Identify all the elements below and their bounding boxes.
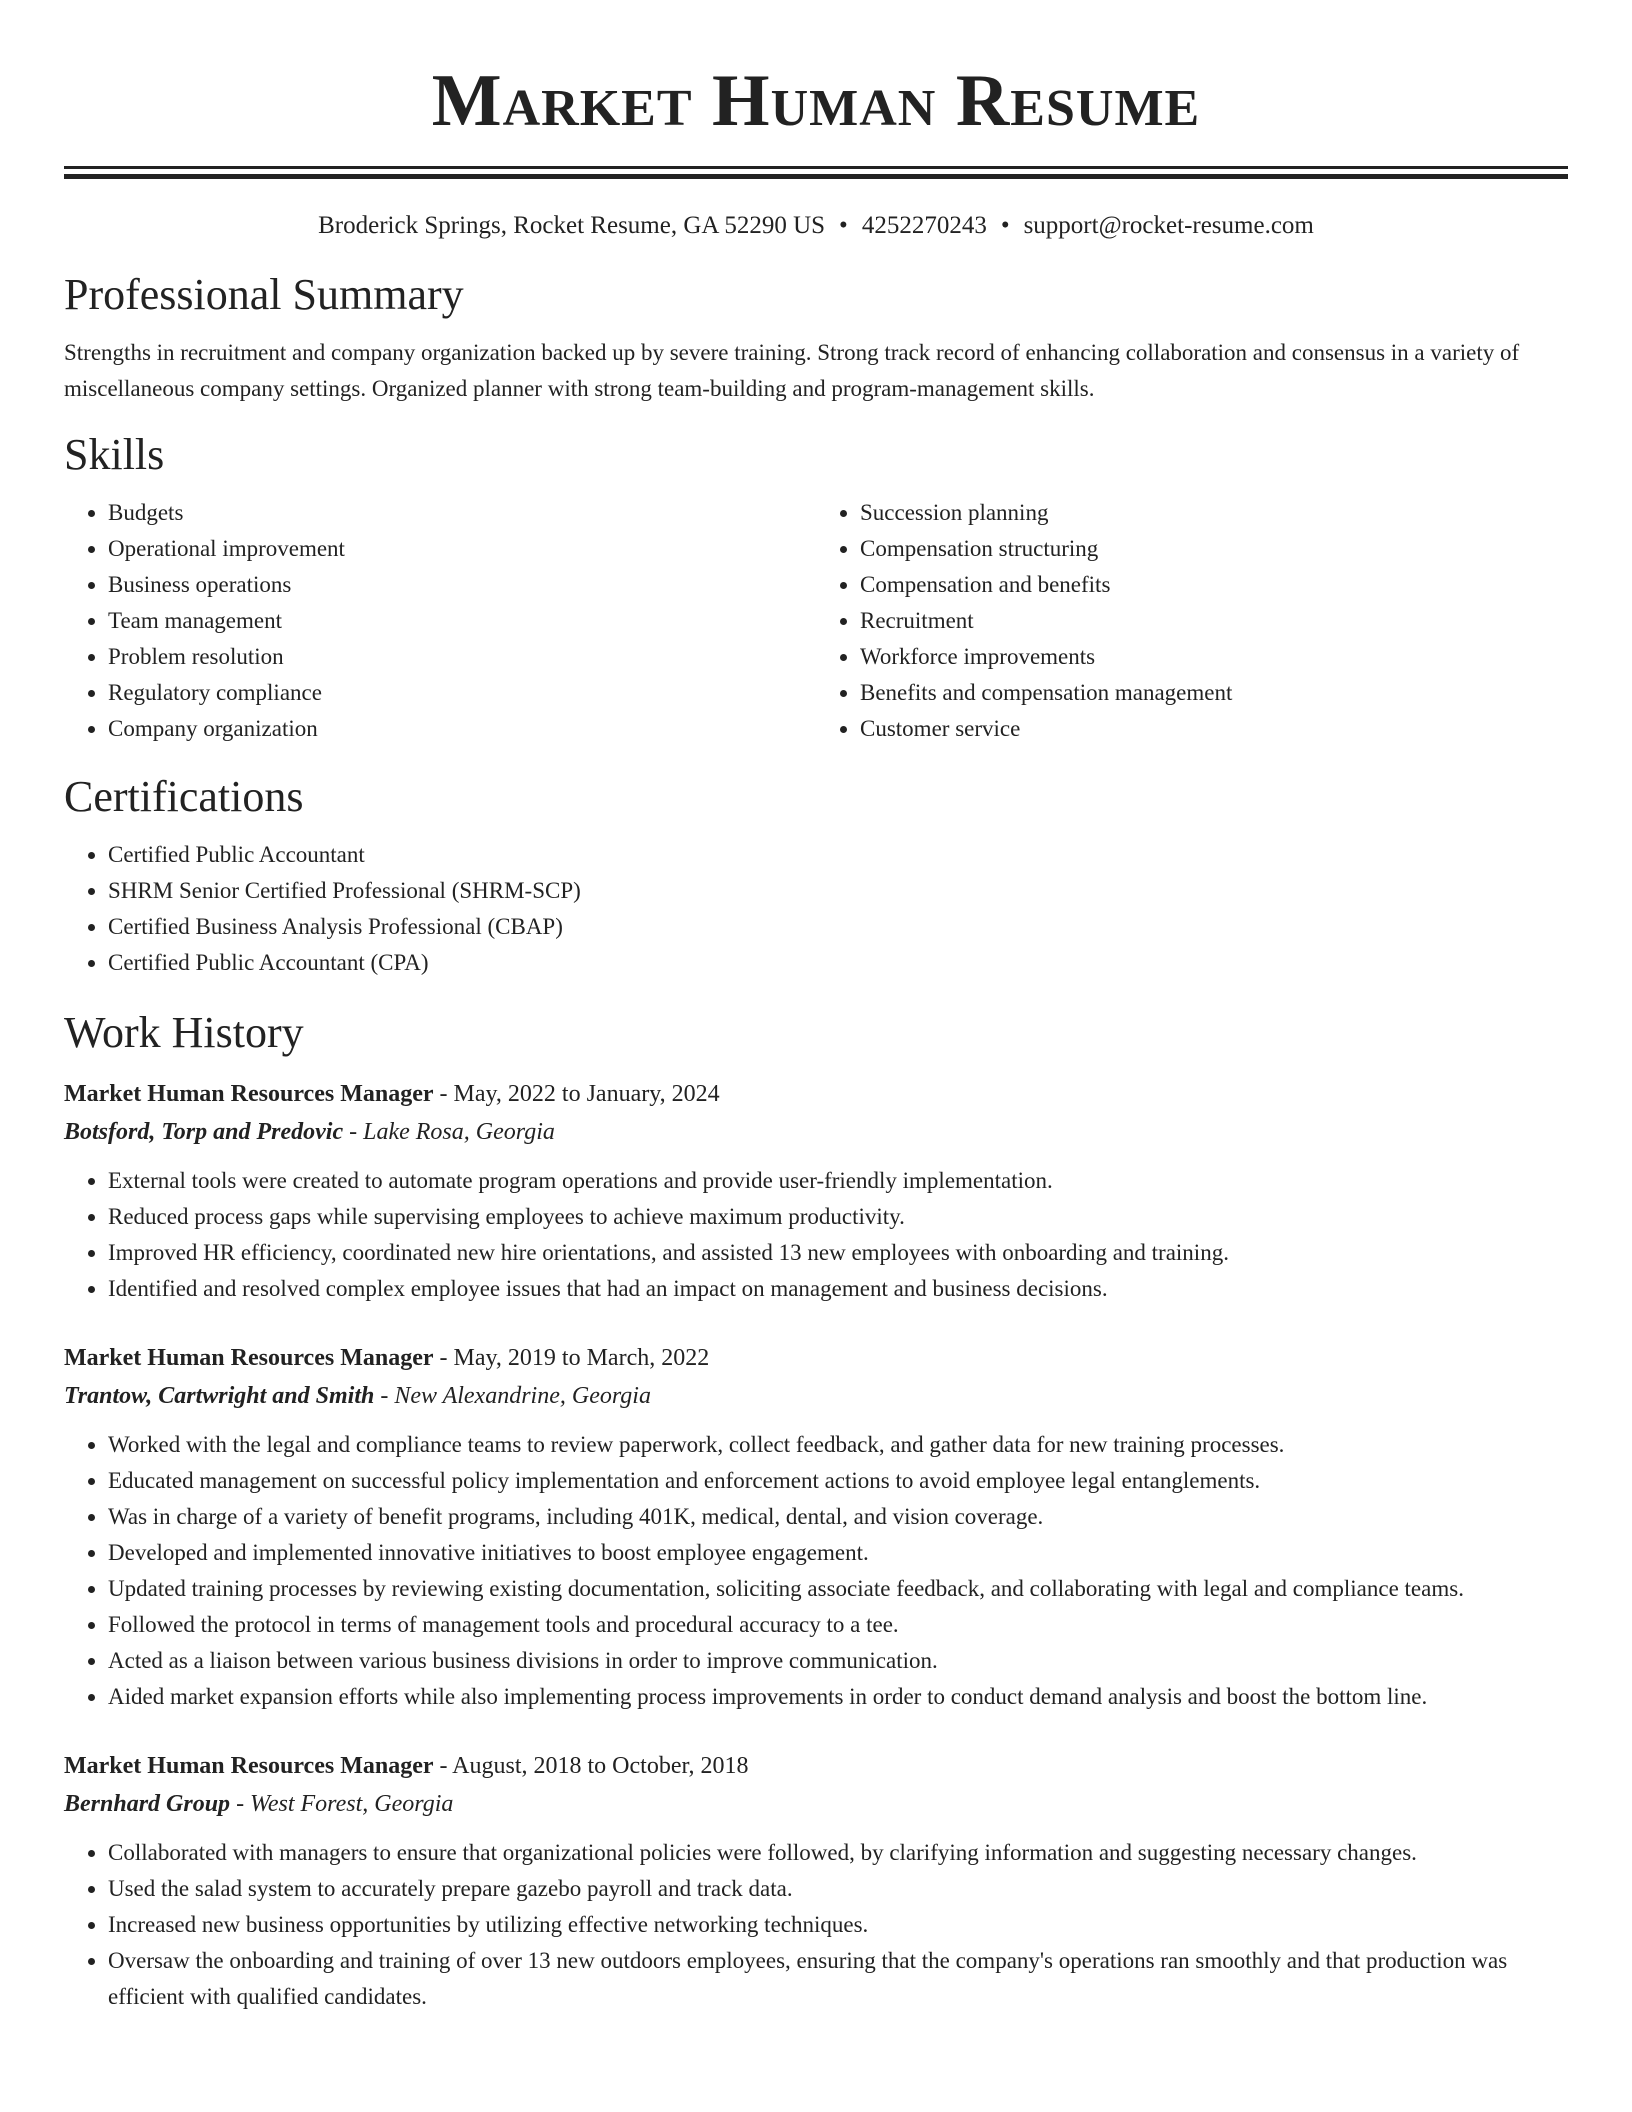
resume-name: Market Human Resume <box>431 60 1201 142</box>
job-location: - New Alexandrine, Georgia <box>374 1383 651 1409</box>
summary-text: Strengths in recruitment and company organization backed up by severe training. Strong track record of enhancing collaboration and consensus in a variety of miscellaneous company settings. Organized planner with strong team-building and program-management skills. <box>64 340 1520 401</box>
job-company-line <box>64 1377 1568 1415</box>
skills-columns <box>64 495 1568 747</box>
job-bullets <box>64 1427 1568 1715</box>
job-entry <box>64 1339 1568 1715</box>
skill-item: • Regulatory compliance <box>108 675 816 711</box>
job-title: Market Human Resources Manager <box>64 1081 434 1107</box>
contact-phone: 4252270243 <box>861 212 987 239</box>
job-company: Bernhard Group <box>64 1791 231 1817</box>
contact-address: Broderick Springs, Rocket Resume, GA 52290 US <box>318 212 826 239</box>
job-bullet: • Increased new business opportunities by utilizing effective networking techniques. <box>108 1907 1568 1943</box>
skill-item: • Operational improvement <box>108 531 816 567</box>
job-bullet: • Identified and resolved complex employee issues that had an impact on management and business decisions. <box>108 1271 1568 1307</box>
skill-item: • Company organization <box>108 711 816 747</box>
job-bullet: • Oversaw the onboarding and training of over 13 new outdoors employees, ensuring that the company's operations ran smoothly and that production was efficient with qualified candidates. <box>108 1943 1568 2015</box>
job-bullet: • Updated training processes by reviewing existing documentation, soliciting associate feedback, and collaborating with legal and compliance teams. <box>108 1571 1568 1607</box>
job-bullets <box>64 1163 1568 1307</box>
job-title: Market Human Resources Manager <box>64 1753 434 1779</box>
skill-item: • Compensation and benefits <box>860 567 1568 603</box>
job-bullet: • External tools were created to automate program operations and provide user-friendly implementation. <box>108 1163 1568 1199</box>
contact-separator: • <box>1000 212 1010 239</box>
job-bullet: • Educated management on successful policy implementation and enforcement actions to avoid employee legal entanglements. <box>108 1463 1568 1499</box>
job-dates: - August, 2018 to October, 2018 <box>433 1753 749 1779</box>
skill-item: • Problem resolution <box>108 639 816 675</box>
skill-item: • Business operations <box>108 567 816 603</box>
section-heading-summary: Professional Summary <box>64 270 464 319</box>
certification-item: • SHRM Senior Certified Professional (SHRM-SCP) <box>108 873 1568 909</box>
certifications-list <box>64 837 1568 981</box>
job-bullet: • Aided market expansion efforts while also implementing process improvements in order to conduct demand analysis and boost the bottom line. <box>108 1679 1568 1715</box>
skills-list-left <box>64 495 816 747</box>
skill-item: • Budgets <box>108 495 816 531</box>
section-heading-certifications: Certifications <box>64 772 304 821</box>
certification-item: • Certified Business Analysis Professional (CBAP) <box>108 909 1568 945</box>
resume-page <box>64 0 1568 2015</box>
job-bullet: • Was in charge of a variety of benefit programs, including 401K, medical, dental, and vision coverage. <box>108 1499 1568 1535</box>
job-company: Botsford, Torp and Predovic <box>64 1119 344 1145</box>
job-bullet: • Collaborated with managers to ensure that organizational policies were followed, by clarifying information and suggesting necessary changes. <box>108 1835 1568 1871</box>
section-heading-work-history: Work History <box>64 1008 304 1057</box>
certification-item: • Certified Public Accountant <box>108 837 1568 873</box>
job-company-line <box>64 1113 1568 1151</box>
skill-item: • Workforce improvements <box>860 639 1568 675</box>
job-bullet: • Developed and implemented innovative initiatives to boost employee engagement. <box>108 1535 1568 1571</box>
job-entry <box>64 1747 1568 2015</box>
skill-item: • Benefits and compensation management <box>860 675 1568 711</box>
contact-email: support@rocket-resume.com <box>1023 212 1314 239</box>
skill-item: • Succession planning <box>860 495 1568 531</box>
job-bullet: • Acted as a liaison between various business divisions in order to improve communication. <box>108 1643 1568 1679</box>
job-location: - Lake Rosa, Georgia <box>343 1119 555 1145</box>
section-heading-skills: Skills <box>64 430 165 479</box>
job-title-line <box>64 1747 1568 1785</box>
job-entry <box>64 1075 1568 1307</box>
job-company-line <box>64 1785 1568 1823</box>
certification-item: • Certified Public Accountant (CPA) <box>108 945 1568 981</box>
job-title-line <box>64 1075 1568 1113</box>
contact-line <box>64 209 1568 243</box>
job-dates: - May, 2022 to January, 2024 <box>433 1081 720 1107</box>
job-title: Market Human Resources Manager <box>64 1345 434 1371</box>
job-bullet: • Worked with the legal and compliance teams to review paperwork, collect feedback, and gather data for new training processes. <box>108 1427 1568 1463</box>
header-double-rule <box>64 166 1568 179</box>
skill-item: • Recruitment <box>860 603 1568 639</box>
skill-item: • Customer service <box>860 711 1568 747</box>
job-bullets <box>64 1835 1568 2015</box>
contact-separator: • <box>839 212 848 239</box>
job-bullet: • Improved HR efficiency, coordinated new hire orientations, and assisted 13 new employees with onboarding and training. <box>108 1235 1568 1271</box>
job-location: - West Forest, Georgia <box>230 1791 454 1817</box>
skill-item: • Team management <box>108 603 816 639</box>
job-company: Trantow, Cartwright and Smith <box>64 1383 375 1409</box>
job-title-line <box>64 1339 1568 1377</box>
job-bullet: • Used the salad system to accurately prepare gazebo payroll and track data. <box>108 1871 1568 1907</box>
skills-list-right <box>816 495 1568 747</box>
job-bullet: • Followed the protocol in terms of management tools and procedural accuracy to a tee. <box>108 1607 1568 1643</box>
job-bullet: • Reduced process gaps while supervising employees to achieve maximum productivity. <box>108 1199 1568 1235</box>
skill-item: • Compensation structuring <box>860 531 1568 567</box>
job-dates: - May, 2019 to March, 2022 <box>433 1345 710 1371</box>
